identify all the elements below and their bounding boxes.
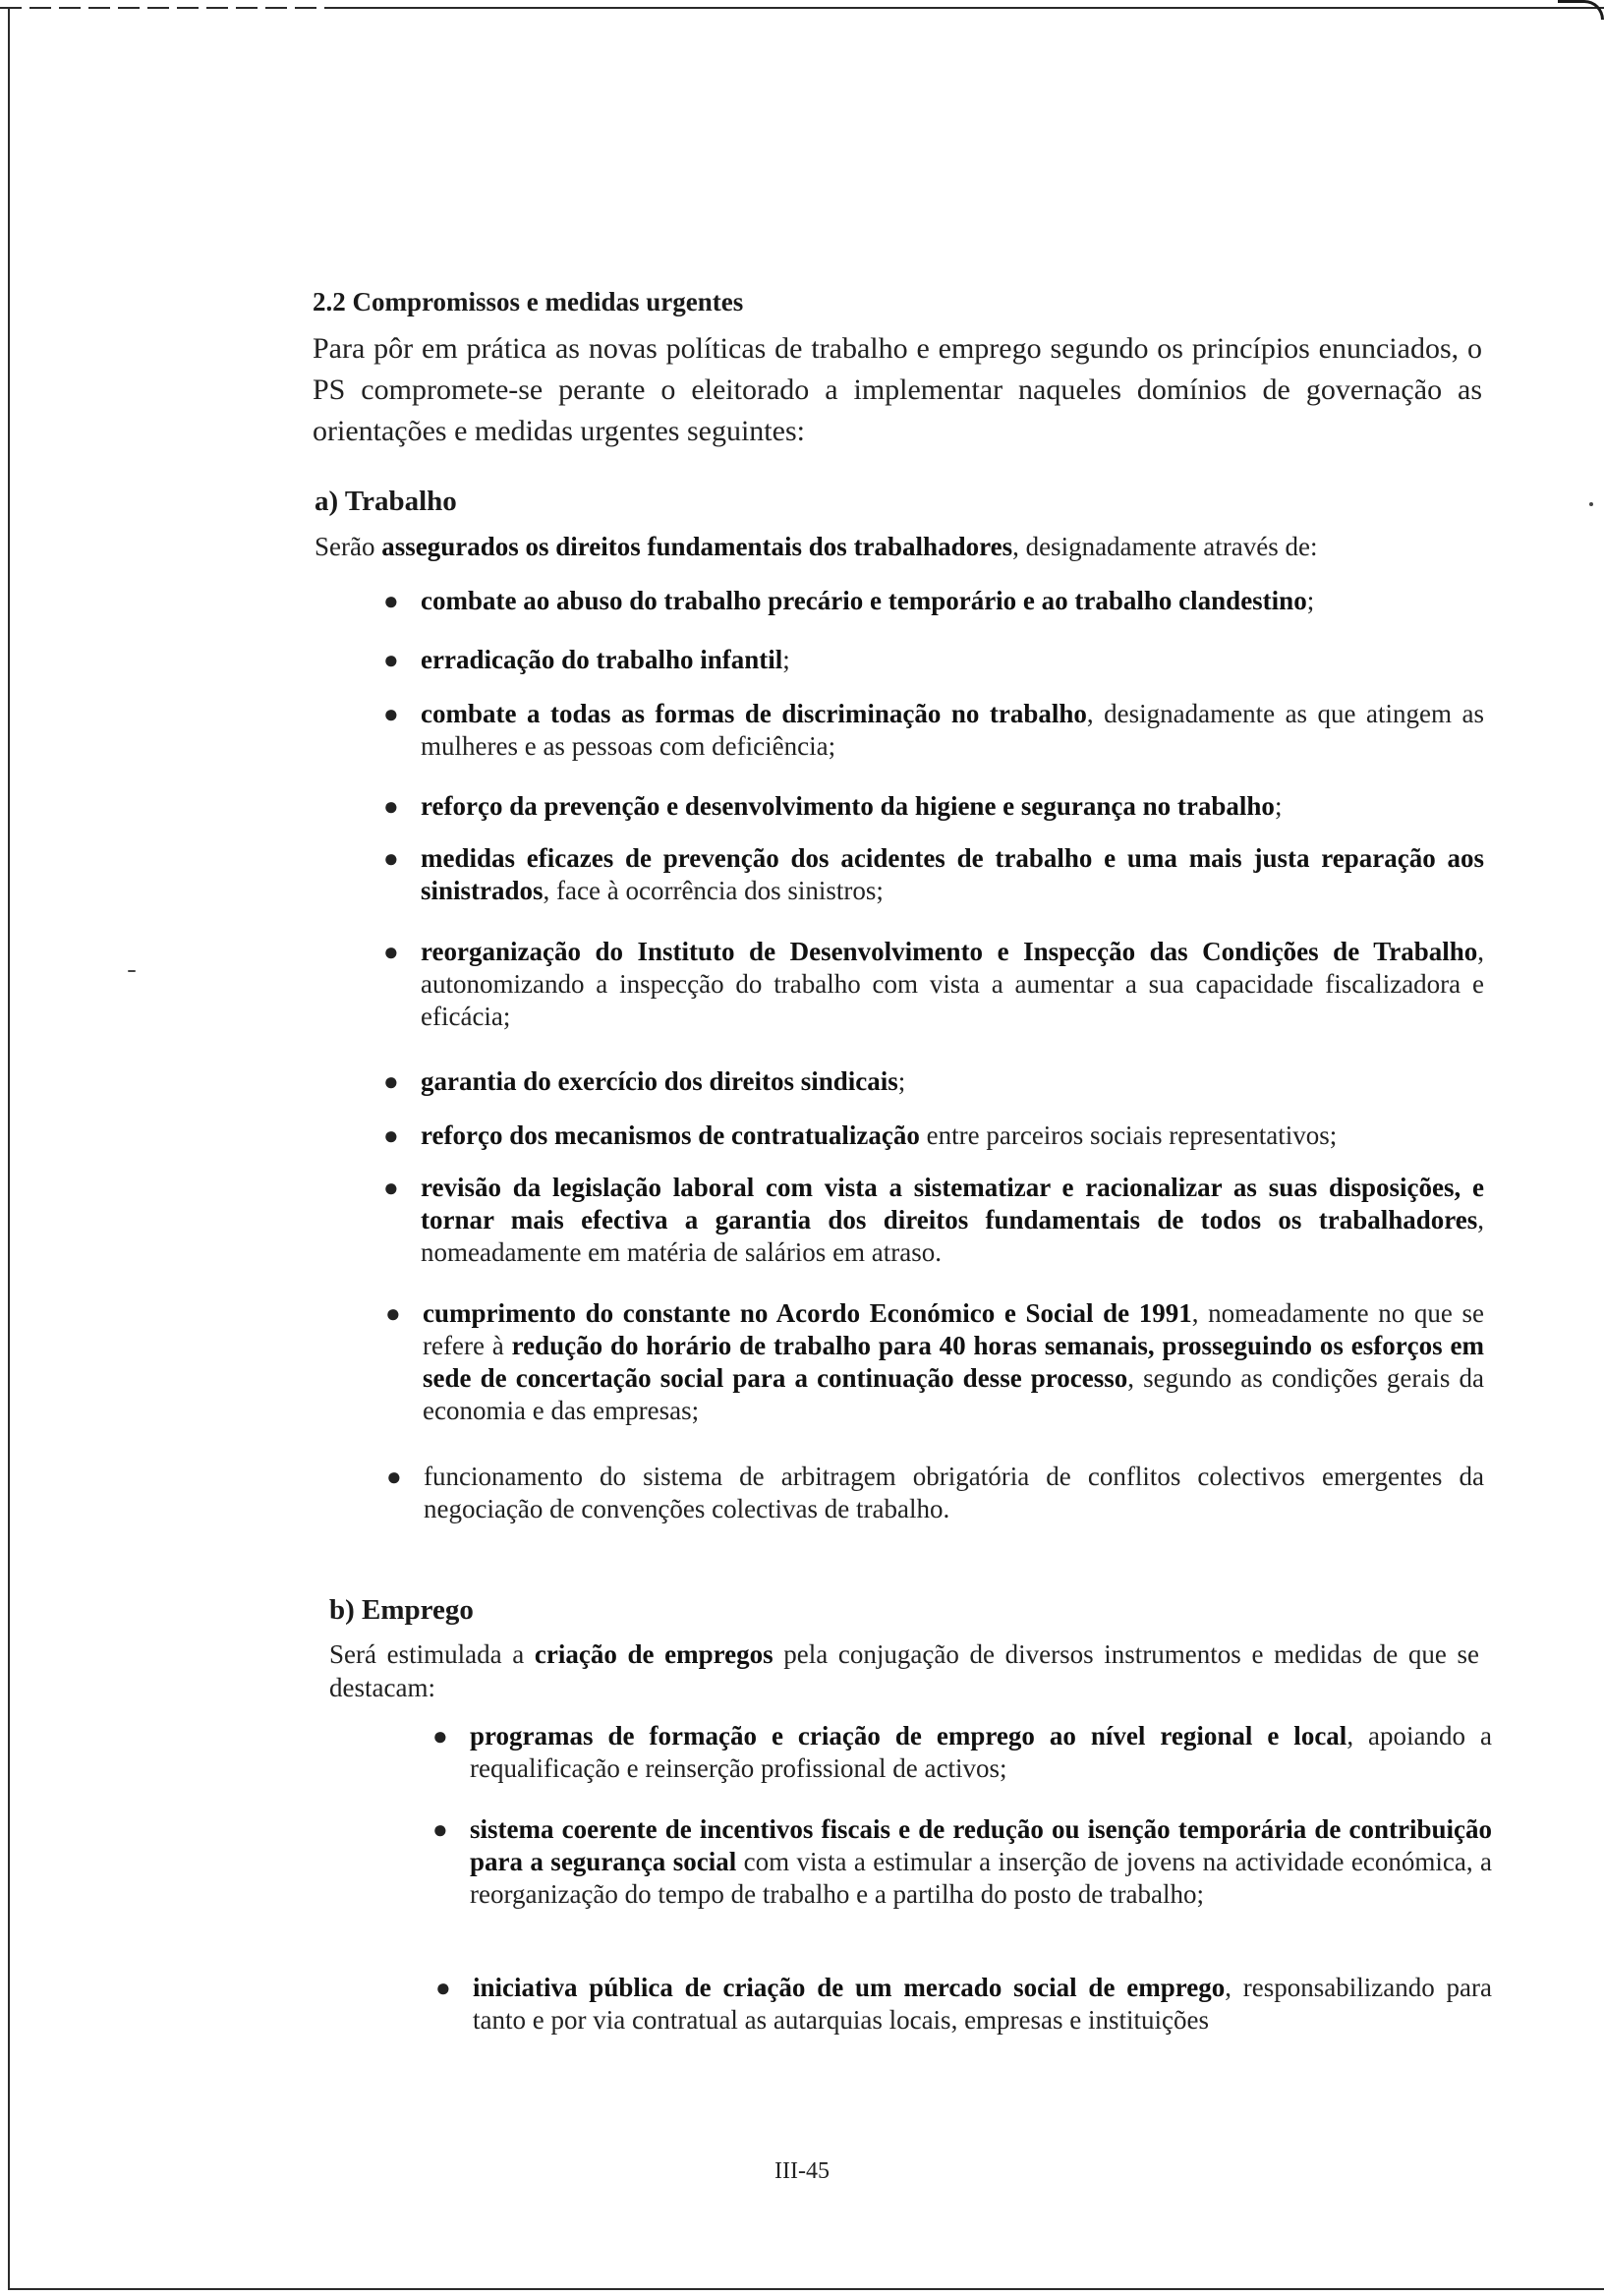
list-item: ● sistema coerente de incentivos fiscais e de redução ou isenção temporária de contribuição para a segurança social com vista a estimular a inserção de jovens na actividade económica, a reorganização do tempo de trabalho e a partilha do posto de trabalho;: [432, 1814, 1492, 1909]
trabalho-lead-post: , designadamente através de:: [1012, 532, 1318, 561]
list-item: ● funcionamento do sistema de arbitragem obrigatória de conflitos colectivos emergentes da negociação de convenções colectivas de trabalho.: [386, 1462, 1484, 1523]
trabalho-lead-bold: assegurados os direitos fundamentais dos trabalhadores: [381, 532, 1013, 561]
list-item: ● garantia do exercício dos direitos sindicais;: [383, 1066, 906, 1096]
list-item: ● programas de formação e criação de emprego ao nível regional e local, apoiando a requalificação e reinserção profissional de activos;: [432, 1721, 1493, 1783]
page-edge-bottom: [8, 2288, 1604, 2290]
emprego-section: [329, 1590, 1499, 1704]
scan-speck: [128, 970, 136, 972]
emprego-lead-bold: criação de empregos: [534, 1639, 773, 1669]
list-item: ● combate a todas as formas de discriminação no trabalho, designadamente as que atingem as mulheres e as pessoas com deficiência;: [383, 699, 1484, 761]
trabalho-section: [315, 482, 1484, 566]
bullet-icon: ●: [383, 844, 399, 873]
document-body: [313, 284, 1493, 2035]
trabalho-heading: a) Trabalho: [315, 486, 457, 517]
trabalho-lead-pre: Serão: [315, 532, 382, 561]
emprego-lead-post: pela conjugação de diversos instrumentos e medidas de que se destacam:: [329, 1639, 1479, 1702]
bullet-icon: ●: [432, 1722, 448, 1751]
bullet-icon: ●: [383, 938, 399, 966]
trabalho-lead: [315, 527, 1484, 566]
emprego-lead: [329, 1637, 1479, 1704]
bullet-icon: ●: [386, 1463, 402, 1491]
list-item: ● revisão da legislação laboral com vista a sistematizar e racionalizar as suas disposições, e tornar mais efectiva a garantia dos direitos fundamentais de todos os trabalhadores, nomeadamente em matéria de salários em atraso.: [383, 1173, 1484, 1267]
list-item: ● combate ao abuso do trabalho precário e temporário e ao trabalho clandestino;: [383, 586, 1315, 615]
list-item: ● reforço da prevenção e desenvolvimento da higiene e segurança no trabalho;: [383, 791, 1283, 821]
list-item: ● medidas eficazes de prevenção dos acidentes de trabalho e uma mais justa reparação aos sinistrados, face à ocorrência dos sinistros;: [383, 843, 1484, 905]
page-number: III-45: [774, 2158, 830, 2184]
list-item: ● reforço dos mecanismos de contratualização entre parceiros sociais representativos;: [383, 1120, 1338, 1150]
section-intro: Para pôr em prática as novas políticas de trabalho e emprego segundo os princípios enunciados, o PS compromete-se perante o eleitorado a implementar naqueles domínios de governação as orientações e medidas urgentes seguintes:: [313, 332, 1482, 447]
bullet-icon: ●: [385, 1299, 401, 1328]
page-corner-top-right: [1558, 0, 1604, 20]
bullet-icon: ●: [383, 792, 399, 821]
page-edge-left: [8, 7, 10, 2289]
page-edge-top-dashed: [0, 7, 324, 9]
bullet-icon: ●: [383, 700, 399, 728]
list-item: ● iniciativa pública de criação de um mercado social de emprego, responsabilizando para tanto e por via contratual as autarquias locais, empresas e instituições: [435, 1973, 1492, 2035]
emprego-lead-pre: Será estimulada a: [329, 1639, 535, 1669]
list-item: ● erradicação do trabalho infantil;: [383, 645, 790, 674]
bullet-icon: ●: [435, 1974, 451, 2002]
bullet-icon: ●: [432, 1815, 448, 1844]
scan-speck: [1589, 502, 1593, 506]
list-item: ● cumprimento do constante no Acordo Económico e Social de 1991, nomeadamente no que se refere à redução do horário de trabalho para 40 horas semanais, prosseguindo os esforços em sede de concertação social para a continuação desse processo, segundo as condições gerais da economia e das empresas;: [385, 1298, 1484, 1425]
bullet-icon: ●: [383, 587, 399, 615]
list-item: ● reorganização do Instituto de Desenvolvimento e Inspecção das Condições de Trabalho, autonomizando a inspecção do trabalho com vista a aumentar a sua capacidade fiscalizadora e eficácia;: [383, 937, 1484, 1031]
section-title: 2.2 Compromissos e medidas urgentes: [313, 287, 744, 316]
bullet-icon: ●: [383, 1067, 399, 1096]
bullet-icon: ●: [383, 1121, 399, 1150]
emprego-heading: b) Emprego: [329, 1594, 474, 1626]
bullet-icon: ●: [383, 1174, 399, 1202]
bullet-icon: ●: [383, 646, 399, 674]
